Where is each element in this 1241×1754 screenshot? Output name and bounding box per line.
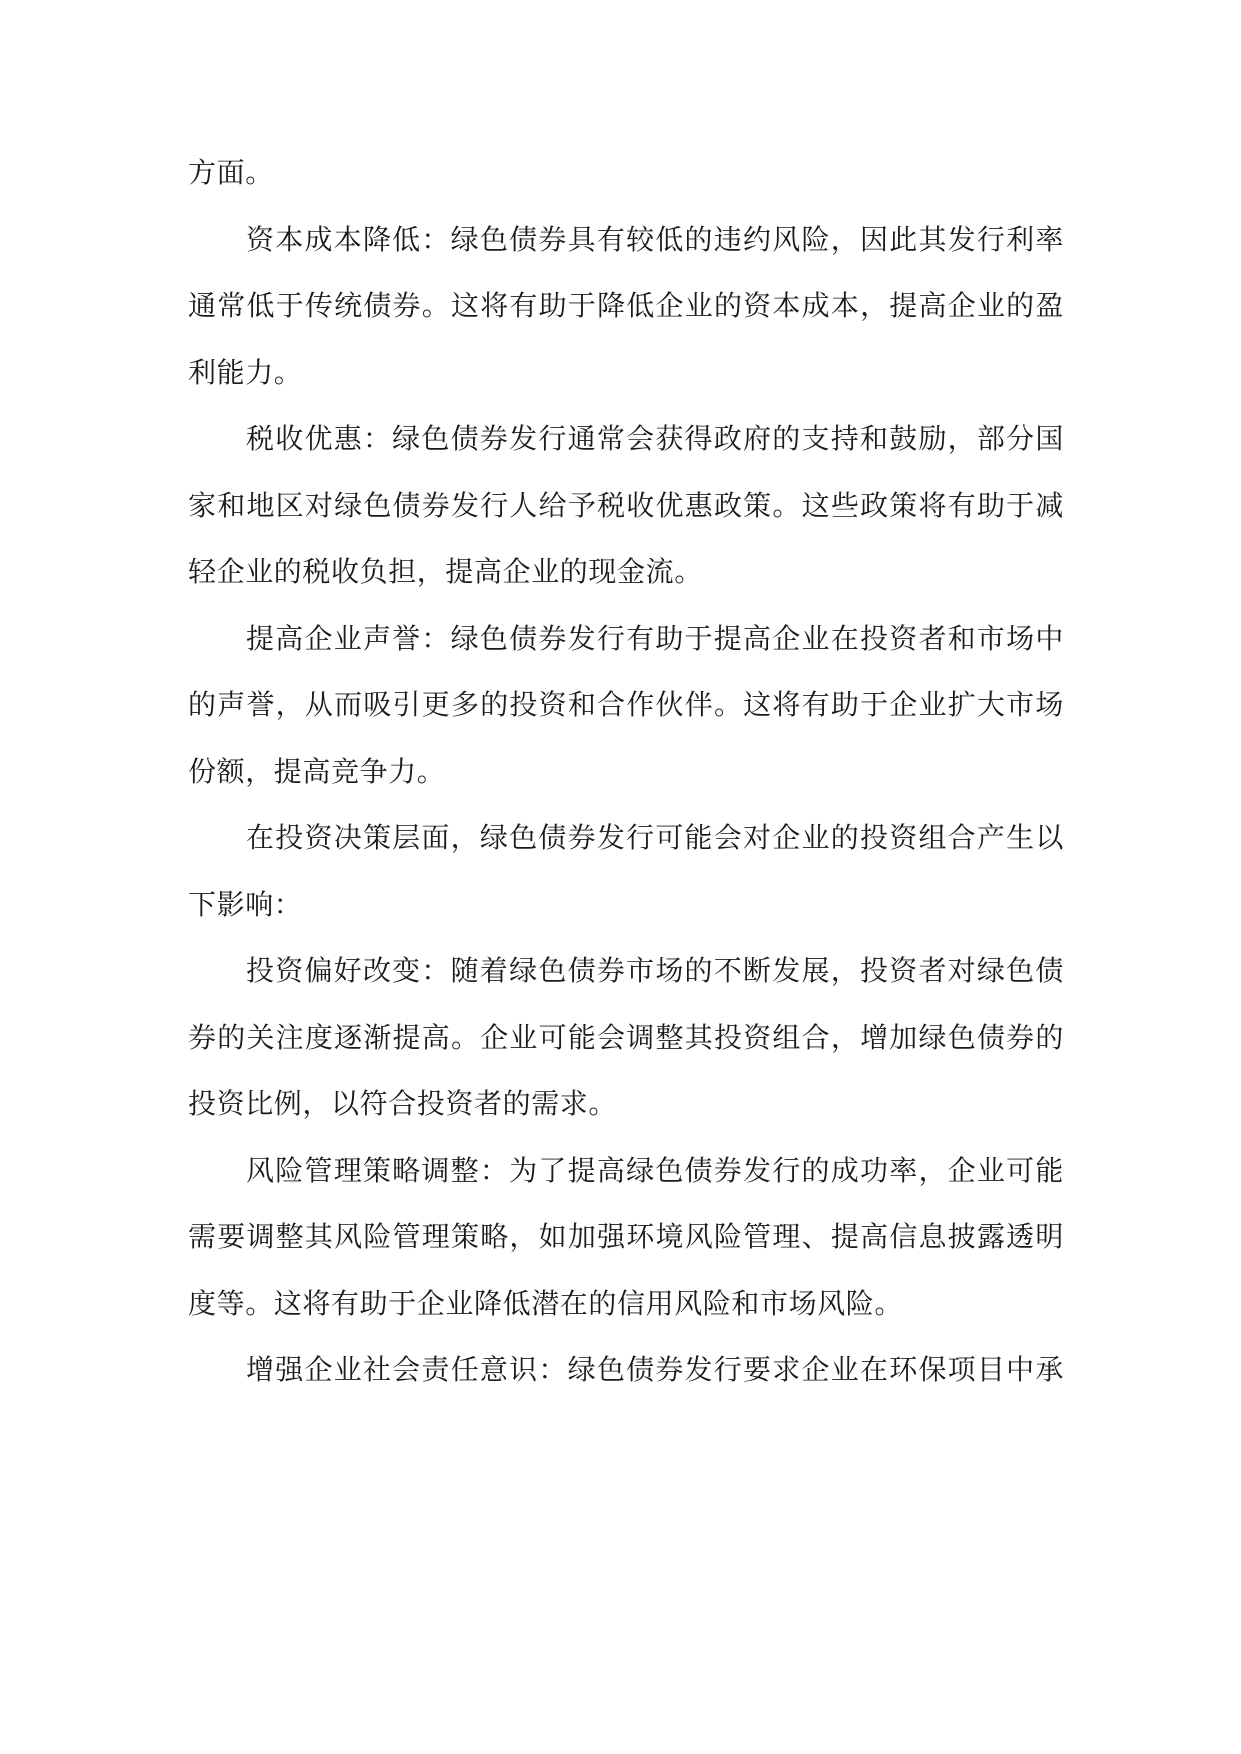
text-line: 下影响：	[188, 887, 303, 921]
text-line: 投资比例，以符合投资者的需求。	[188, 1087, 618, 1120]
text-line: 的声誉，从而吸引更多的投资和合作伙伴。这将有助于企业扩大市场	[188, 688, 1064, 721]
paragraph-start-line: 投资偏好改变：随着绿色债券市场的不断发展，投资者对绿色债	[246, 954, 1064, 987]
text-line: 需要调整其风险管理策略，如加强环境风险管理、提高信息披露透明	[188, 1220, 1064, 1253]
text-line: 家和地区对绿色债券发行人给予税收优惠政策。这些政策将有助于减	[188, 488, 1064, 522]
paragraph-start-line: 增强企业社会责任意识：绿色债券发行要求企业在环保项目中承	[246, 1353, 1064, 1386]
text-line: 方面。	[188, 156, 274, 189]
document-body	[188, 140, 1064, 1404]
text-line: 度等。这将有助于企业降低潜在的信用风险和市场风险。	[188, 1286, 904, 1320]
text-line: 券的关注度逐渐提高。企业可能会调整其投资组合，增加绿色债券的	[188, 1020, 1064, 1054]
text-line: 轻企业的税收负担，提高企业的现金流。	[188, 555, 703, 588]
paragraph-start-line: 风险管理策略调整：为了提高绿色债券发行的成功率，企业可能	[246, 1153, 1064, 1187]
paragraph-start-line: 提高企业声誉：绿色债券发行有助于提高企业在投资者和市场中	[246, 621, 1064, 655]
paragraph-start-line: 资本成本降低：绿色债券具有较低的违约风险，因此其发行利率	[246, 222, 1064, 256]
text-line: 利能力。	[188, 355, 303, 389]
text-line: 份额，提高竞争力。	[188, 754, 446, 788]
text-line: 通常低于传统债券。这将有助于降低企业的资本成本，提高企业的盈	[188, 289, 1064, 322]
paragraph-start-line: 在投资决策层面，绿色债券发行可能会对企业的投资组合产生以	[246, 821, 1064, 854]
paragraph-start-line: 税收优惠：绿色债券发行通常会获得政府的支持和鼓励，部分国	[246, 422, 1064, 455]
